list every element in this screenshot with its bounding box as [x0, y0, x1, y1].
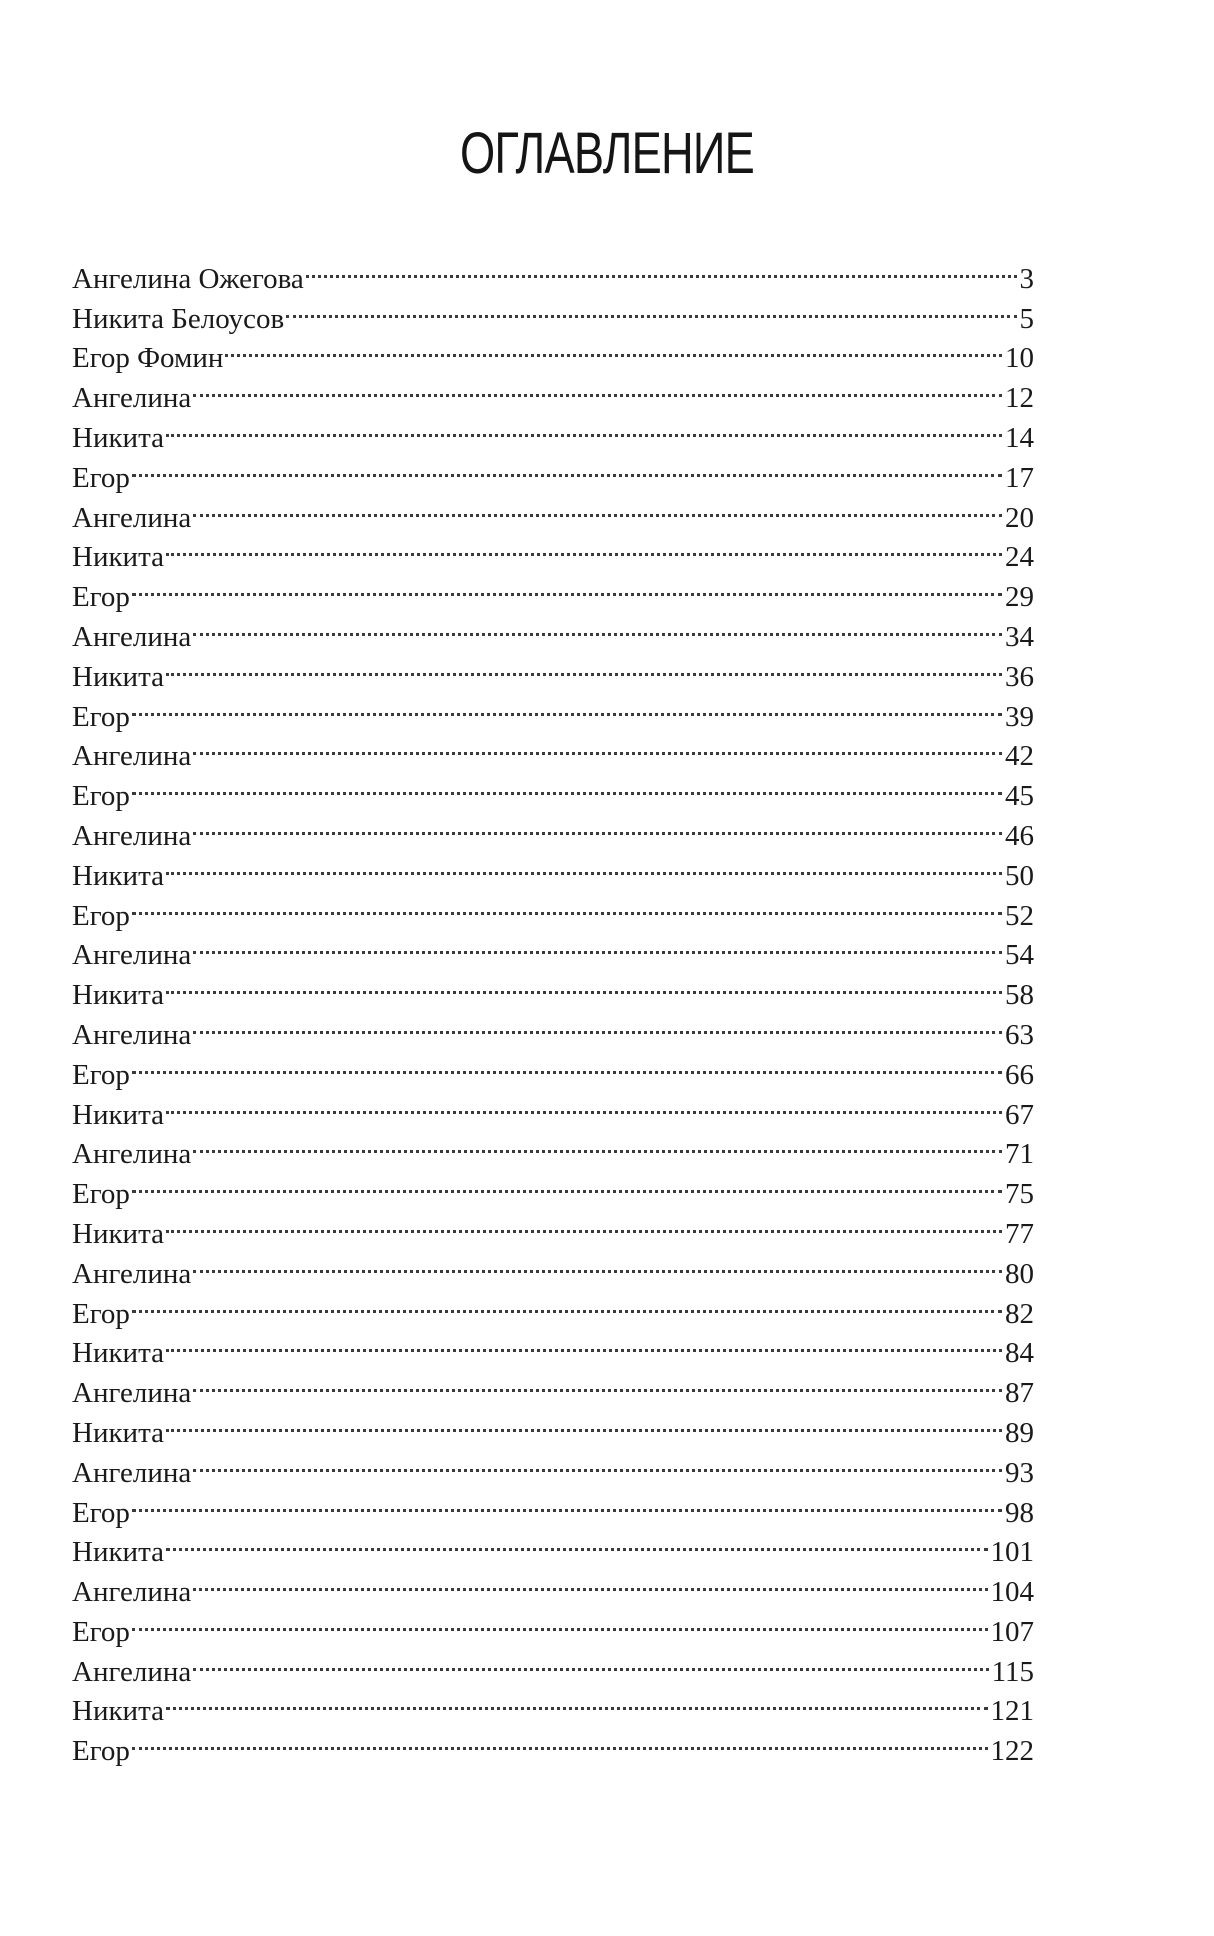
toc-entry-title: Егор: [72, 1178, 130, 1211]
toc-entry-page-number: 10: [1005, 342, 1034, 375]
dot-leader: [193, 805, 1002, 845]
toc-entry-page-number: 46: [1005, 819, 1034, 852]
toc-entry-title: Ангелина: [72, 1018, 192, 1051]
toc-entry: [72, 566, 1034, 614]
toc-entry-page-number: 52: [1005, 899, 1034, 932]
dot-leader: [166, 964, 1002, 1004]
toc-entry: [72, 1323, 1034, 1370]
toc-entry: [72, 1681, 1034, 1728]
toc-entry-page-number: 63: [1005, 1018, 1034, 1051]
toc-entry: [72, 1283, 1034, 1330]
toc-entry-page-number: 121: [990, 1695, 1034, 1728]
toc-entry-page-number: 122: [990, 1735, 1034, 1768]
dot-leader: [193, 487, 1002, 527]
toc-entry: [72, 1004, 1034, 1051]
toc-entry: [72, 885, 1034, 932]
dot-leader: [193, 1442, 1002, 1482]
dot-leader: [132, 765, 1002, 805]
page-title: ОГЛАВЛЕНИЕ: [459, 121, 755, 186]
toc-entry-title: Егор: [72, 1297, 130, 1330]
toc-entry: [72, 646, 1034, 693]
toc-entry: [72, 765, 1034, 813]
toc-entry-page-number: 36: [1005, 660, 1034, 693]
toc-entry: [72, 606, 1034, 653]
toc-entry: [72, 1720, 1034, 1768]
toc-entry-title: Никита: [72, 859, 164, 892]
toc-entry-title: Егор: [72, 1058, 130, 1091]
dot-leader: [193, 1641, 988, 1681]
toc-entry-page-number: 20: [1005, 501, 1034, 534]
dot-leader: [132, 1163, 1002, 1203]
dot-leader: [193, 367, 1002, 407]
toc-entry-title: Егор Фомин: [72, 342, 224, 375]
toc-entry-page-number: 104: [990, 1576, 1034, 1609]
toc-entry: [72, 1163, 1034, 1211]
toc-entry-title: Егор: [72, 1735, 130, 1768]
dot-leader: [193, 606, 1002, 646]
dot-leader: [132, 1044, 1002, 1084]
toc-entry: [72, 527, 1034, 574]
toc-entry: [72, 1203, 1034, 1250]
toc-entry: [72, 1561, 1034, 1609]
dot-leader: [132, 1283, 1002, 1323]
toc-entry-page-number: 82: [1005, 1297, 1034, 1330]
dot-leader: [132, 1720, 988, 1760]
toc-entry: [72, 1402, 1034, 1449]
toc-entry-title: Никита: [72, 1695, 164, 1728]
dot-leader: [132, 447, 1002, 487]
toc-entry: [72, 805, 1034, 852]
dot-leader: [193, 1362, 1002, 1402]
toc-entry-title: Никита: [72, 1337, 164, 1370]
toc-entry-title: Никита: [72, 541, 164, 574]
toc-entry-title: Ангелина: [72, 1456, 192, 1489]
toc-entry-title: Никита: [72, 979, 164, 1012]
dot-leader: [166, 1084, 1002, 1124]
toc-entry: [72, 1362, 1034, 1410]
toc-entry-title: Никита: [72, 1217, 164, 1250]
toc-entry-page-number: 34: [1005, 620, 1034, 653]
toc-entry-title: Ангелина: [72, 819, 192, 852]
table-of-contents: [72, 248, 1034, 1768]
toc-entry: [72, 1442, 1034, 1489]
dot-leader: [166, 527, 1002, 567]
toc-entry-page-number: 17: [1005, 461, 1034, 494]
toc-entry-page-number: 39: [1005, 700, 1034, 733]
toc-entry-page-number: 77: [1005, 1217, 1034, 1250]
dot-leader: [132, 566, 1002, 606]
toc-entry-title: Егор: [72, 461, 130, 494]
toc-entry: [72, 1482, 1034, 1529]
dot-leader: [193, 1004, 1002, 1044]
dot-leader: [193, 726, 1002, 766]
toc-entry-page-number: 80: [1005, 1257, 1034, 1290]
toc-entry-title: Ангелина: [72, 740, 192, 773]
toc-entry: [72, 1084, 1034, 1131]
toc-entry-page-number: 98: [1005, 1496, 1034, 1529]
toc-entry: [72, 1522, 1034, 1569]
toc-entry-page-number: 89: [1005, 1416, 1034, 1449]
dot-leader: [166, 845, 1002, 885]
toc-entry: [72, 487, 1034, 534]
toc-entry: [72, 1044, 1034, 1091]
toc-entry-title: Ангелина: [72, 1655, 192, 1688]
dot-leader: [132, 686, 1002, 726]
toc-entry-page-number: 50: [1005, 859, 1034, 892]
toc-entry-title: Ангелина: [72, 1257, 192, 1290]
toc-entry: [72, 367, 1034, 415]
toc-entry-title: Никита: [72, 421, 164, 454]
dot-leader: [166, 1203, 1002, 1243]
toc-entry-page-number: 75: [1005, 1178, 1034, 1211]
toc-entry-title: Никита: [72, 660, 164, 693]
dot-leader: [166, 1323, 1002, 1363]
dot-leader: [166, 1522, 988, 1562]
toc-entry-title: Егор: [72, 1496, 130, 1529]
toc-entry-page-number: 84: [1005, 1337, 1034, 1370]
dot-leader: [132, 885, 1002, 925]
toc-entry-title: Ангелина: [72, 1377, 192, 1410]
toc-entry: [72, 407, 1034, 454]
toc-entry-page-number: 58: [1005, 979, 1034, 1012]
toc-entry: [72, 1124, 1034, 1171]
toc-entry-page-number: 115: [991, 1655, 1034, 1688]
toc-entry-title: Ангелина: [72, 1576, 192, 1609]
toc-entry-page-number: 45: [1005, 780, 1034, 813]
toc-entry-title: Никита Белоусов: [72, 302, 285, 335]
toc-entry: [72, 925, 1034, 972]
toc-entry: [72, 1601, 1034, 1648]
toc-entry-page-number: 29: [1005, 581, 1034, 614]
toc-entry-title: Ангелина: [72, 620, 192, 653]
toc-entry-page-number: 14: [1005, 421, 1034, 454]
dot-leader: [286, 288, 1016, 328]
dot-leader: [132, 1482, 1002, 1522]
dot-leader: [193, 1561, 987, 1601]
toc-entry-title: Ангелина: [72, 939, 192, 972]
toc-entry: [72, 845, 1034, 892]
toc-entry-page-number: 93: [1005, 1456, 1034, 1489]
toc-entry-page-number: 24: [1005, 541, 1034, 574]
toc-entry-title: Ангелина: [72, 1138, 192, 1171]
toc-entry-page-number: 71: [1005, 1138, 1034, 1171]
toc-entry: [72, 686, 1034, 733]
toc-entry-title: Ангелина: [72, 501, 192, 534]
toc-entry-title: Егор: [72, 1615, 130, 1648]
toc-entry-page-number: 54: [1005, 939, 1034, 972]
dot-leader: [225, 328, 1002, 368]
toc-entry-title: Никита: [72, 1098, 164, 1131]
toc-entry-title: Егор: [72, 581, 130, 614]
dot-leader: [306, 248, 1017, 288]
toc-entry: [72, 1243, 1034, 1290]
toc-entry-page-number: 3: [1019, 262, 1034, 295]
toc-entry: [72, 1641, 1034, 1688]
dot-leader: [193, 925, 1002, 965]
toc-entry: [72, 726, 1034, 773]
dot-leader: [166, 646, 1002, 686]
dot-leader: [193, 1124, 1002, 1164]
toc-entry-page-number: 67: [1005, 1098, 1034, 1131]
toc-entry-page-number: 42: [1005, 740, 1034, 773]
toc-entry-title: Ангелина: [72, 382, 192, 415]
toc-entry: [72, 447, 1034, 494]
dot-leader: [193, 1243, 1002, 1283]
toc-entry-page-number: 12: [1005, 382, 1034, 415]
toc-entry-page-number: 5: [1019, 302, 1034, 335]
toc-entry-title: Егор: [72, 780, 130, 813]
toc-entry: [72, 248, 1034, 295]
toc-entry-title: Никита: [72, 1536, 164, 1569]
toc-entry-title: Ангелина Ожегова: [72, 262, 304, 295]
dot-leader: [132, 1601, 988, 1641]
toc-entry-page-number: 87: [1005, 1377, 1034, 1410]
toc-entry-title: Егор: [72, 899, 130, 932]
toc-entry-title: Никита: [72, 1416, 164, 1449]
toc-entry-page-number: 66: [1005, 1058, 1034, 1091]
dot-leader: [166, 1402, 1002, 1442]
toc-entry-page-number: 107: [990, 1615, 1034, 1648]
toc-entry: [72, 964, 1034, 1012]
dot-leader: [166, 407, 1002, 447]
toc-entry-page-number: 101: [990, 1536, 1034, 1569]
toc-entry-title: Егор: [72, 700, 130, 733]
dot-leader: [166, 1681, 988, 1721]
